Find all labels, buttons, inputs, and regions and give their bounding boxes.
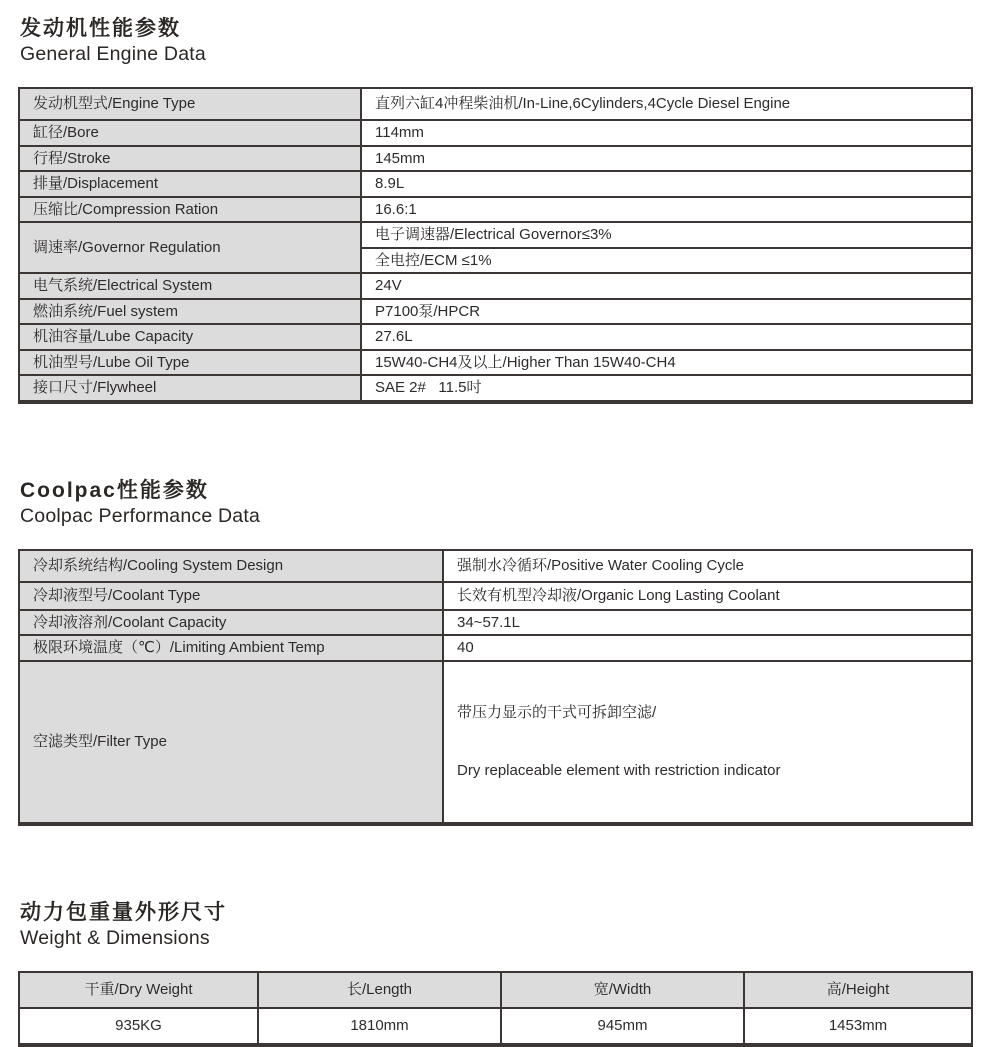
filter-type-line-zh: 带压力显示的干式可拆卸空滤/: [457, 703, 657, 721]
table-row-filter-type: [19, 661, 972, 824]
engine-section: [18, 15, 973, 404]
spec-value-cell: 全电控/ECM ≤1%: [361, 248, 972, 274]
table-row: [19, 550, 972, 582]
coolpac-spec-table: [18, 549, 973, 826]
coolpac-section: [18, 477, 973, 826]
dimension-header-cell: 干重/Dry Weight: [19, 972, 258, 1008]
spec-value-cell: 电子调速器/Electrical Governor≤3%: [361, 222, 972, 248]
spec-value-cell: SAE 2# 11.5吋: [361, 375, 972, 402]
spec-value-cell: 40: [443, 635, 972, 661]
spec-label-cell: 空滤类型/Filter Type: [19, 661, 443, 824]
dimensions-section-title-zh: 动力包重量外形尺寸: [20, 900, 227, 924]
spec-value-cell: 15W40-CH4及以上/Higher Than 15W40-CH4: [361, 350, 972, 376]
spec-label-cell: 冷却液型号/Coolant Type: [19, 582, 443, 610]
spec-label-cell: 机油型号/Lube Oil Type: [19, 350, 361, 376]
spec-value-cell: 长效有机型冷却液/Organic Long Lasting Coolant: [443, 582, 972, 610]
spec-label-cell: 冷却液溶剂/Coolant Capacity: [19, 610, 443, 636]
engine-section-title-zh: 发动机性能参数: [20, 17, 181, 40]
engine-spec-table: [18, 87, 973, 404]
spec-label-cell: 极限环境温度（℃）/Limiting Ambient Temp: [19, 635, 443, 661]
dimensions-table: [18, 971, 973, 1047]
spec-label-cell: 冷却系统结构/Cooling System Design: [19, 550, 443, 582]
spec-value-cell: 直列六缸4冲程柴油机/In-Line,6Cylinders,4Cycle Diesel Engine: [361, 88, 972, 120]
dimensions-section: [18, 899, 973, 1047]
dimension-value-cell: 1810mm: [258, 1008, 501, 1045]
table-value-row: [19, 1008, 972, 1045]
table-row: [19, 197, 972, 223]
table-row: [19, 120, 972, 146]
dimension-value-cell: 1453mm: [744, 1008, 972, 1045]
spec-value-cell: 8.9L: [361, 171, 972, 197]
table-row: [19, 88, 972, 120]
spec-label-cell: 缸径/Bore: [19, 120, 361, 146]
spec-value-cell: 强制水冷循环/Positive Water Cooling Cycle: [443, 550, 972, 582]
spec-value-cell: 34~57.1L: [443, 610, 972, 636]
dimension-value-cell: 935KG: [19, 1008, 258, 1045]
dimension-header-cell: 宽/Width: [501, 972, 744, 1008]
table-row: [19, 273, 972, 299]
spec-label-cell: 压缩比/Compression Ration: [19, 197, 361, 223]
filter-type-line-en: Dry replaceable element with restriction indicator: [457, 762, 781, 779]
spec-value-cell: 16.6:1: [361, 197, 972, 223]
spec-value-cell: 114mm: [361, 120, 972, 146]
spec-value-cell: 145mm: [361, 146, 972, 172]
spec-label-cell: 排量/Displacement: [19, 171, 361, 197]
dimension-value-cell: 945mm: [501, 1008, 744, 1045]
table-row: [19, 582, 972, 610]
table-row-governor-top: [19, 222, 972, 248]
dimensions-section-title-en: Weight & Dimensions: [20, 926, 210, 949]
spec-label-cell: 机油容量/Lube Capacity: [19, 324, 361, 350]
spec-value-cell: 27.6L: [361, 324, 972, 350]
spec-value-cell: [443, 661, 972, 824]
table-row: [19, 375, 972, 402]
spec-label-cell: 燃油系统/Fuel system: [19, 299, 361, 325]
engine-section-title-en: General Engine Data: [20, 43, 206, 65]
spec-label-cell: 接口尺寸/Flywheel: [19, 375, 361, 402]
table-row: [19, 299, 972, 325]
coolpac-section-title-zh: Coolpac性能参数: [20, 478, 209, 502]
table-row: [19, 171, 972, 197]
table-row: [19, 324, 972, 350]
spec-value-cell: P7100泵/HPCR: [361, 299, 972, 325]
table-row: [19, 146, 972, 172]
dimension-header-cell: 长/Length: [258, 972, 501, 1008]
table-row: [19, 350, 972, 376]
table-row: [19, 635, 972, 661]
spec-label-cell: 行程/Stroke: [19, 146, 361, 172]
table-row: [19, 610, 972, 636]
spec-label-cell: 电气系统/Electrical System: [19, 273, 361, 299]
table-header-row: [19, 972, 972, 1008]
spec-label-cell: 调速率/Governor Regulation: [19, 222, 361, 273]
spec-value-cell: 24V: [361, 273, 972, 299]
dimension-header-cell: 高/Height: [744, 972, 972, 1008]
spec-label-cell: 发动机型式/Engine Type: [19, 88, 361, 120]
coolpac-section-title-en: Coolpac Performance Data: [20, 504, 260, 527]
